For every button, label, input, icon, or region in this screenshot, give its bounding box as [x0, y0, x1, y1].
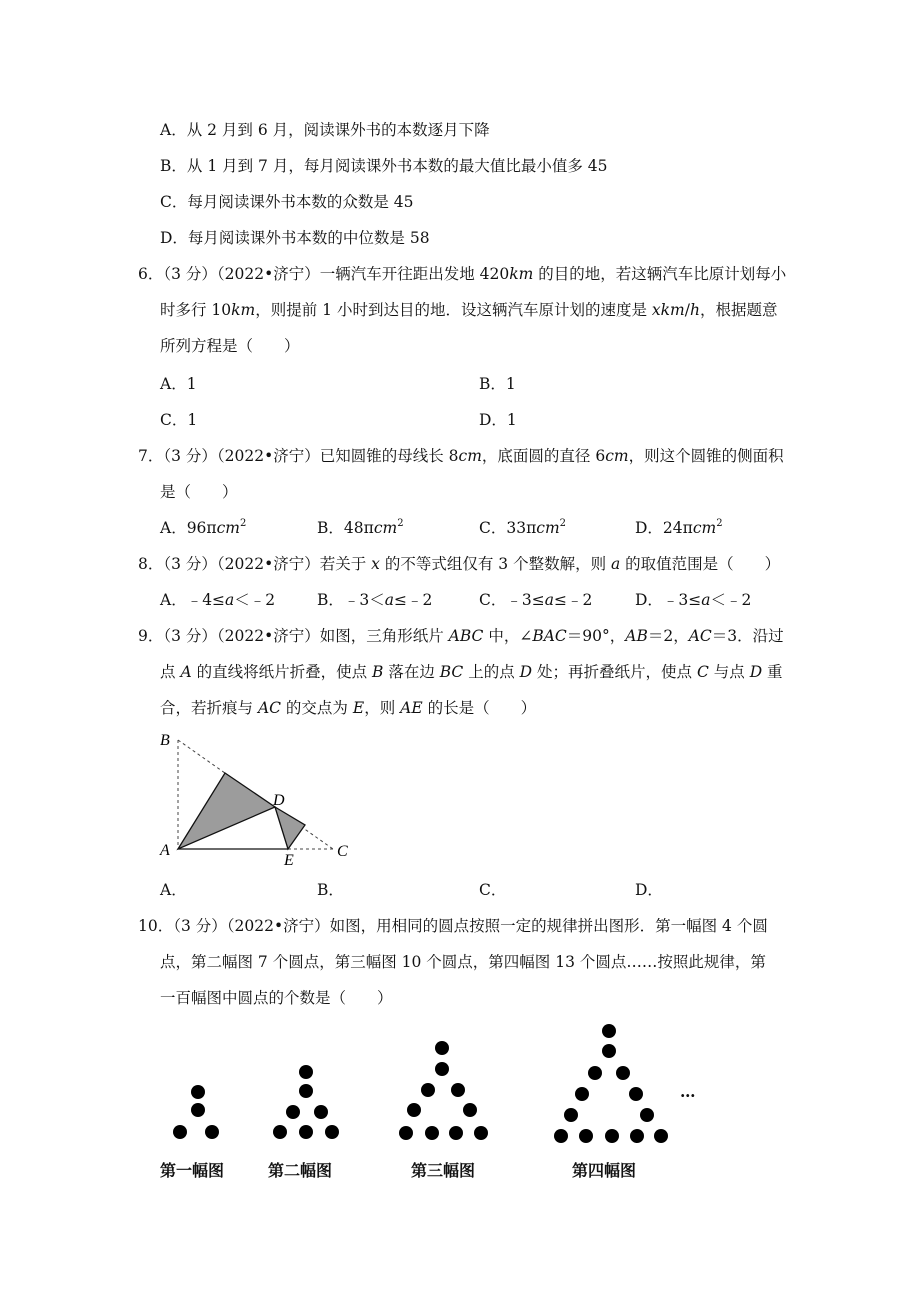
label-b: B	[160, 732, 170, 749]
dot	[299, 1125, 313, 1139]
q6-option-a: A．1	[160, 375, 197, 393]
q9-option-c: C．	[479, 881, 507, 899]
dot	[629, 1087, 643, 1101]
q10-stem-line1: 10．（3 分）（2022•济宁）如图，用相同的圆点按照一定的规律拼出图形．第一幅图 4 个圆	[138, 917, 768, 935]
dot	[286, 1105, 300, 1119]
dot	[314, 1105, 328, 1119]
q9-option-a: A．	[160, 881, 187, 899]
fold-triangle-de	[275, 807, 305, 849]
dot	[616, 1066, 630, 1080]
q10-dot-pattern-figure	[150, 1015, 710, 1150]
q8-option-d: D．﹣3≤a＜﹣2	[635, 591, 752, 609]
caption-figure-4: 第四幅图	[572, 1161, 637, 1180]
q7-option-c: C．33πcm$^2$	[479, 518, 567, 537]
dot	[449, 1126, 463, 1140]
dot	[191, 1085, 205, 1099]
label-e: E	[284, 852, 294, 869]
dot	[205, 1125, 219, 1139]
dot	[579, 1129, 593, 1143]
q6-stem-line2: 时多行 10km，则提前 1 小时到达目的地．设这辆汽车原计划的速度是 xkm/h，根据题意	[160, 301, 778, 319]
dot	[575, 1087, 589, 1101]
dot	[299, 1084, 313, 1098]
caption-figure-3: 第三幅图	[411, 1161, 476, 1180]
q7-option-a: A．96πcm$^2$	[160, 518, 247, 537]
q8-option-b: B．﹣3＜a≤﹣2	[317, 591, 433, 609]
dot-figure-4	[554, 1024, 668, 1143]
q9-option-b: B．	[317, 881, 344, 899]
fold-triangle-ad	[178, 773, 275, 849]
dot	[273, 1125, 287, 1139]
label-d: D	[273, 792, 285, 809]
dot	[451, 1083, 465, 1097]
caption-figure-1: 第一幅图	[160, 1161, 225, 1180]
q7-stem-line1: 7．（3 分）（2022•济宁）已知圆锥的母线长 8cm，底面圆的直径 6cm，则这个圆锥的侧面积	[138, 447, 784, 465]
dot	[602, 1024, 616, 1038]
q5-option-d: D．每月阅读课外书本数的中位数是 58	[160, 229, 430, 247]
dot	[435, 1062, 449, 1076]
q7-option-b: B．48πcm$^2$	[317, 518, 404, 537]
dot	[564, 1108, 578, 1122]
q10-stem-line3: 一百幅图中圆点的个数是（ ）	[160, 989, 393, 1007]
q6-option-b: B．1	[479, 375, 516, 393]
q6-option-c: C．1	[160, 411, 198, 429]
q9-triangle-figure	[155, 725, 365, 870]
q6-stem-line3: 所列方程是（ ）	[160, 337, 300, 355]
q5-option-c: C．每月阅读课外书本数的众数是 45	[160, 193, 414, 211]
q8-option-c: C．﹣3≤a≤﹣2	[479, 591, 593, 609]
dot-figure-1	[173, 1085, 219, 1139]
dot	[425, 1126, 439, 1140]
label-c: C	[337, 843, 348, 860]
q9-stem-line3: 合，若折痕与 AC 的交点为 E，则 AE 的长是（ ）	[160, 699, 537, 717]
dot	[554, 1129, 568, 1143]
dot	[654, 1129, 668, 1143]
dot	[630, 1129, 644, 1143]
q9-option-d: D．	[635, 881, 663, 899]
dot	[399, 1126, 413, 1140]
dot	[173, 1125, 187, 1139]
q6-stem-line1: 6．（3 分）（2022•济宁）一辆汽车开往距出发地 420km 的目的地，若这辆汽车比原计划每小	[138, 265, 787, 283]
q7-stem-line2: 是（ ）	[160, 483, 238, 501]
label-a: A	[160, 842, 170, 859]
dot	[602, 1044, 616, 1058]
dot-figure-3	[399, 1041, 488, 1140]
q9-stem-line2: 点 A 的直线将纸片折叠，使点 B 落在边 BC 上的点 D 处；再折叠纸片，使点 C 与点 D 重	[160, 663, 783, 681]
q10-ellipsis: …	[680, 1082, 696, 1101]
q10-stem-line2: 点，第二幅图 7 个圆点，第三幅图 10 个圆点，第四幅图 13 个圆点……按照此规律，第	[160, 953, 766, 971]
dot	[407, 1103, 421, 1117]
q9-stem-line1: 9．（3 分）（2022•济宁）如图，三角形纸片 ABC 中，∠BAC＝90°，AB＝2，AC＝3．沿过	[138, 627, 784, 645]
dot	[325, 1125, 339, 1139]
caption-figure-2: 第二幅图	[268, 1161, 333, 1180]
q5-option-a: A．从 2 月到 6 月，阅读课外书的本数逐月下降	[160, 121, 490, 139]
q8-option-a: A．﹣4≤a＜﹣2	[160, 591, 276, 609]
dot	[605, 1129, 619, 1143]
dot	[474, 1126, 488, 1140]
dot	[421, 1083, 435, 1097]
q7-option-d: D．24πcm$^2$	[635, 518, 723, 537]
dot	[588, 1066, 602, 1080]
dot	[463, 1103, 477, 1117]
dot	[299, 1065, 313, 1079]
q8-stem: 8．（3 分）（2022•济宁）若关于 x 的不等式组仅有 3 个整数解，则 a 的取值范围是（ ）	[138, 555, 781, 573]
q6-option-d: D．1	[479, 411, 517, 429]
dot-figure-2	[273, 1065, 339, 1139]
q5-option-b: B．从 1 月到 7 月，每月阅读课外书本数的最大值比最小值多 45	[160, 157, 608, 175]
dot	[435, 1041, 449, 1055]
dot	[640, 1108, 654, 1122]
dot	[191, 1103, 205, 1117]
